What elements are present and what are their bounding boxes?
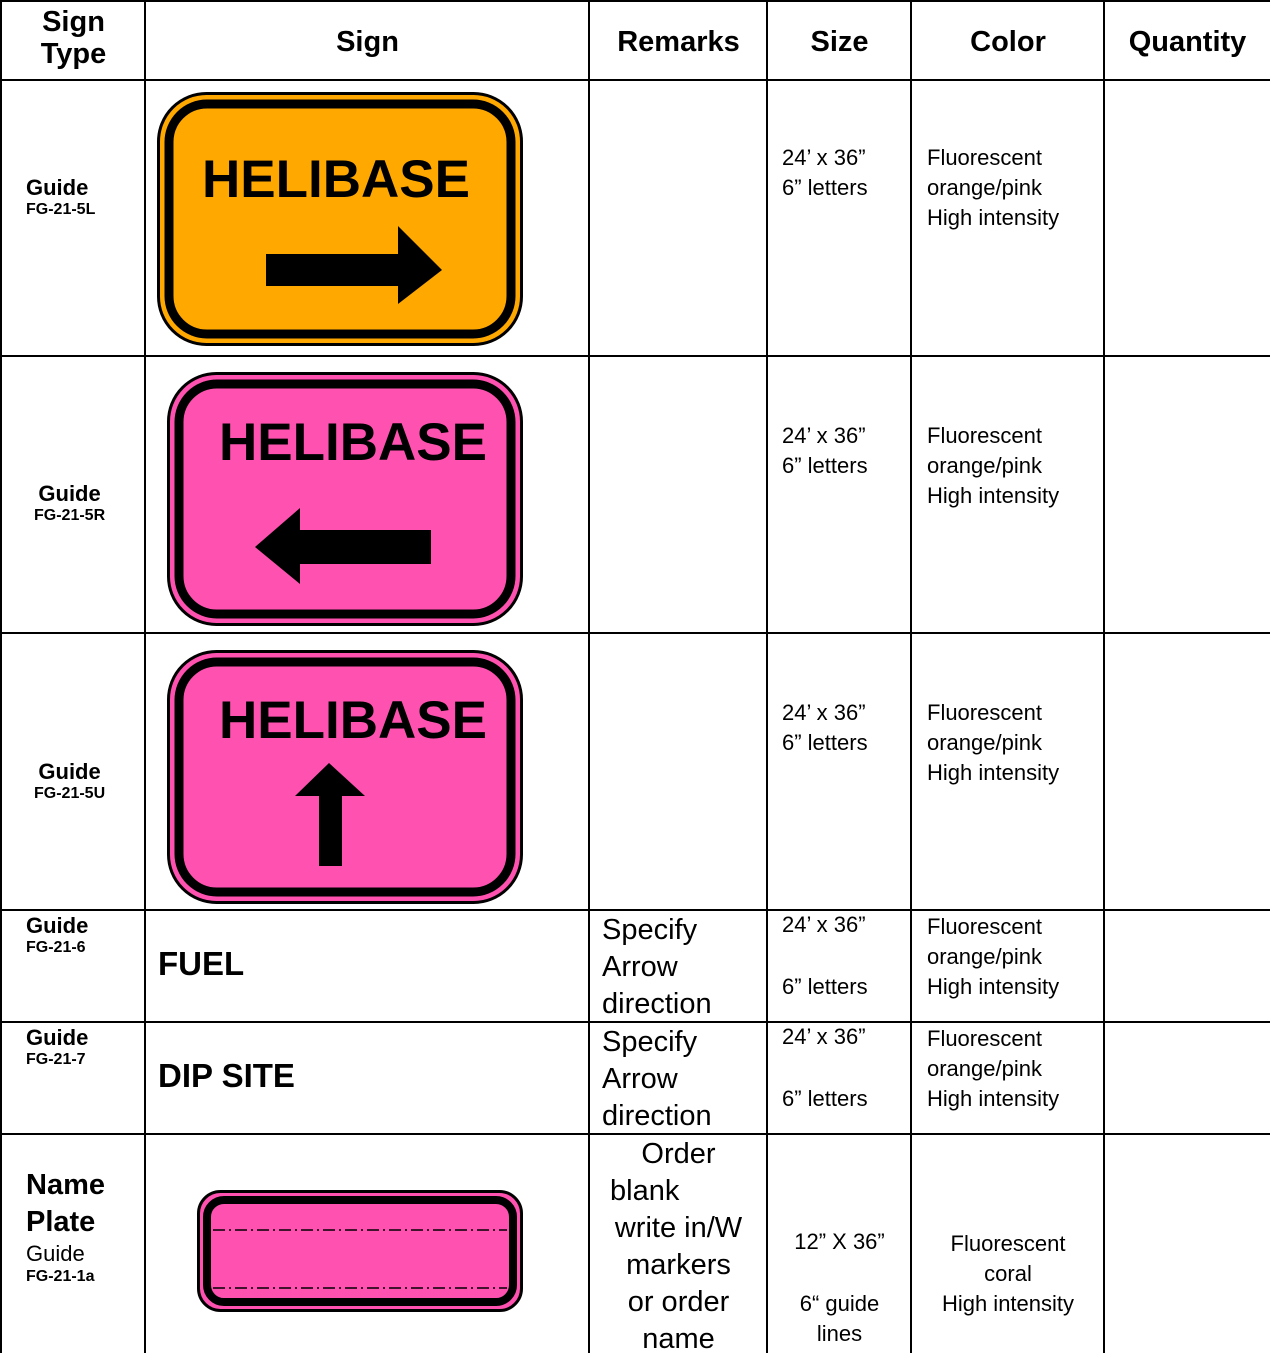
color-line-3: High intensity [927,760,1060,785]
header-sign: Sign [336,26,399,58]
size-letters: 6” letters [782,453,868,478]
sign-type-cell [34,482,105,526]
header-quantity: Quantity [1128,26,1247,58]
remarks-line-4: markers [626,1249,731,1281]
sign-type-code: FG-21-6 [26,939,86,956]
sign-type-code: FG-21-5L [26,201,96,218]
color-cell [927,912,1059,1002]
color-line-1: Fluorescent [950,1231,1066,1256]
color-line-2: orange/pink [927,730,1042,755]
helibase-sign-up [167,650,523,904]
sign-type-name-line-2: Plate [26,1206,96,1238]
color-line-2: coral [984,1261,1032,1286]
color-cell [912,1229,1104,1319]
size-dimensions: 24’ x 36” [782,700,866,725]
size-cell [782,698,868,758]
remarks-cell [602,1024,712,1135]
remarks-line-1: Specify [602,914,698,946]
color-cell [927,143,1059,233]
color-line-3: High intensity [941,1291,1075,1316]
size-dimensions: 24’ x 36” [782,1024,866,1049]
sign-type-name: Guide [26,1241,85,1266]
size-cell [768,1227,911,1349]
remarks-line-3: direction [602,988,712,1020]
sign-type-cell [26,1026,88,1070]
sign-text: FUEL [158,945,245,982]
size-letters: 6” letters [782,175,868,200]
color-line-3: High intensity [927,483,1060,508]
sign-type-cell [26,914,88,958]
color-line-3: High intensity [927,974,1060,999]
color-line-2: orange/pink [927,944,1042,969]
size-dimensions: 12” X 36” [794,1229,885,1254]
header-sign-type-label: Sign Type [40,6,107,70]
remarks-line-2: Arrow [602,1063,678,1095]
size-cell [782,1022,868,1114]
sign-type-name-line-1: Name [26,1169,105,1201]
color-cell [927,1024,1059,1114]
size-cell [782,421,868,481]
remarks-cell [602,912,712,1023]
sign-type-code: FG-21-5U [34,785,106,802]
helibase-sign-left [167,372,523,626]
remarks-line-2: blank [610,1175,680,1207]
remarks-line-5: or order [627,1286,730,1318]
color-line-1: Fluorescent [927,700,1042,725]
sign-type-cell [34,760,105,804]
size-dimensions: 24’ x 36” [782,912,866,937]
sign-text: DIP SITE [158,1057,295,1094]
remarks-line-2: Arrow [602,951,678,983]
remarks-line-1: Order [641,1138,716,1170]
remarks-line-1: Specify [602,1026,698,1058]
color-line-1: Fluorescent [927,423,1042,448]
color-line-2: orange/pink [927,175,1042,200]
remarks-cell [590,1136,767,1358]
remarks-line-3: direction [602,1100,712,1132]
color-cell [927,698,1059,788]
color-cell [927,421,1059,511]
sign-text: HELIBASE [219,691,487,750]
sign-type-name: Guide [26,175,89,200]
sign-text: HELIBASE [202,150,470,209]
header-remarks: Remarks [617,26,740,58]
header-sign-type [2,6,145,70]
size-letters: 6” letters [782,1086,868,1111]
sign-text: HELIBASE [219,413,487,472]
size-dimensions: 24’ x 36” [782,423,866,448]
name-plate-sign [197,1190,523,1312]
remarks-line-3: write in/W [614,1212,743,1244]
size-letters: 6” letters [782,974,868,999]
color-line-3: High intensity [927,1086,1060,1111]
sign-type-cell [26,176,95,220]
sign-type-code: FG-21-5R [34,507,106,524]
size-cell [782,910,868,1002]
sign-type-code: FG-21-1a [26,1268,95,1285]
sign-type-name: Guide [38,481,101,506]
color-line-1: Fluorescent [927,1026,1042,1051]
sign-type-name: Guide [26,1025,89,1050]
size-letters-line-1: 6“ guide [799,1291,880,1316]
sign-type-code: FG-21-7 [26,1051,86,1068]
size-cell [782,143,868,203]
header-size: Size [810,26,869,58]
helibase-sign-right [157,92,523,346]
color-line-1: Fluorescent [927,914,1042,939]
remarks-line-6: name [642,1323,715,1355]
sign-type-name: Guide [26,913,89,938]
sign-type-name: Guide [38,759,101,784]
sign-type-cell [26,1167,105,1287]
size-letters-line-2: lines [816,1321,863,1346]
size-letters: 6” letters [782,730,868,755]
header-color: Color [970,26,1046,58]
color-line-3: High intensity [927,205,1060,230]
color-line-1: Fluorescent [927,145,1042,170]
color-line-2: orange/pink [927,453,1042,478]
color-line-2: orange/pink [927,1056,1042,1081]
size-dimensions: 24’ x 36” [782,145,866,170]
